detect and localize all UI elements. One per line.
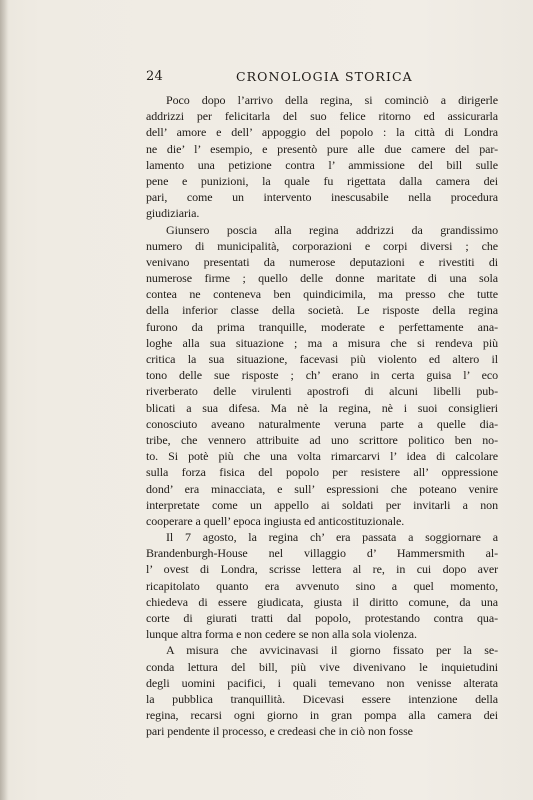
text-line: blicati a sua difesa. Ma nè la regina, nè i suoi consiglieri: [146, 400, 498, 415]
text-line: la pubblica tranquillità. Dicevasi essere intenzione della: [146, 691, 498, 706]
text-line: addrizzi per felicitarla del suo felice ritorno ed assicurarla: [146, 109, 498, 124]
text-line: conosciuto aveano naturalmente veruna parte a quelle dia-: [146, 416, 498, 431]
text-line: cooperare a quell’ epoca ingiusta ed anticostituzionale.: [146, 513, 405, 528]
text-line: l’ ovest di Londra, scrisse lettera al re, in cui dopo aver: [146, 562, 498, 577]
running-title: CRONOLOGIA STORICA: [236, 69, 413, 84]
binding-shadow: [0, 0, 8, 800]
text-line: to. Si potè più che una volta rimarcarvi l’ idea di calcolare: [146, 449, 498, 464]
text-line: riverberato delle virulenti apostrofi di alcuni libelli pub-: [146, 384, 498, 399]
text-line: dell’ amore e dell’ appoggio del popolo : la città di Londra: [146, 125, 498, 140]
text-line: corte di giurati tratti dal popolo, protestando contra qua-: [146, 611, 498, 625]
text-line: giudiziaria.: [146, 206, 200, 221]
text-line: lamento una petizione contra l’ ammissione del bill sulle: [146, 157, 498, 172]
page-number: 24: [146, 69, 163, 84]
paragraph: [146, 92, 498, 222]
text-line: tribe, che vennero attribuite ad uno scrittore politico ben no-: [146, 432, 498, 447]
text-line: Il 7 agosto, la regina ch’ era passata a soggiornare a: [166, 530, 498, 545]
text-line: venivano presentati da numerose deputazioni e rivestiti di: [146, 254, 498, 269]
text-line: contea ne conteneva ben quindicimila, ma presso che tutte: [146, 287, 498, 302]
text-line: pene e punizioni, la quale fu rigettata dalla camera dei: [146, 173, 498, 188]
text-line: ne die’ l’ esempio, e presentò pure alle due camere del par-: [146, 141, 498, 156]
text-line: regina, recarsi ogni giorno in gran pompa alla camera dei: [146, 708, 498, 723]
paragraph: [146, 222, 498, 530]
text-line: pari pendente il processo, e credeasi che in ciò non fosse: [146, 724, 413, 739]
text-line: ricapitolato quanto era avvenuto sino a quel momento,: [146, 578, 498, 593]
text-line: chiedeva di essere giudicata, giusta il diritto comune, da una: [146, 594, 498, 609]
text-line: critica la sua situazione, facevasi più violento ed altero il: [146, 352, 498, 366]
text-line: numero di municipalità, corporazioni e corpi diversi ; che: [146, 238, 498, 253]
page-header: [146, 69, 498, 89]
text-line: pari, come un intervento inescusabile nella procedura: [146, 190, 498, 205]
text-line: loghe alla sua situazione ; ma a misura che si rendeva più: [146, 335, 498, 350]
text-line: furono da prima tranquille, moderate e perfettamente ana-: [146, 319, 498, 334]
text-line: conda lettura del bill, più vive divenivano le inquietudini: [146, 659, 498, 674]
paragraph: [146, 529, 498, 642]
text-line: numerose firme ; quello delle donne maritate di una sola: [146, 271, 498, 286]
text-line: tono delle sue risposte ; ch’ erano in certa guisa l’ eco: [146, 368, 498, 383]
body-text: [146, 92, 498, 740]
text-line: Brandenburgh-House nel villaggio d’ Hammersmith al-: [146, 546, 498, 561]
text-line: degli uomini pacifici, i quali temevano non venisse alterata: [146, 675, 498, 690]
text-line: dond’ era minacciata, e sull’ espressioni che poteano venire: [146, 481, 498, 496]
paragraph: [146, 642, 498, 739]
text-line: sulla forza fisica del popolo per resistere all’ oppressione: [146, 465, 498, 480]
text-line: Poco dopo l’arrivo della regina, si cominciò a dirigerle: [166, 93, 498, 107]
text-line: Giunsero poscia alla regina addrizzi da grandissimo: [166, 222, 498, 237]
text-line: della inferior classe della società. Le risposte della regina: [146, 303, 498, 318]
text-line: interpretate come un appello ai soldati per invitarli a non: [146, 497, 498, 512]
text-line: A misura che avvicinavasi il giorno fissato per la se-: [166, 643, 498, 658]
text-line: lunque altra forma e non cedere se non alla sola violenza.: [146, 627, 417, 642]
